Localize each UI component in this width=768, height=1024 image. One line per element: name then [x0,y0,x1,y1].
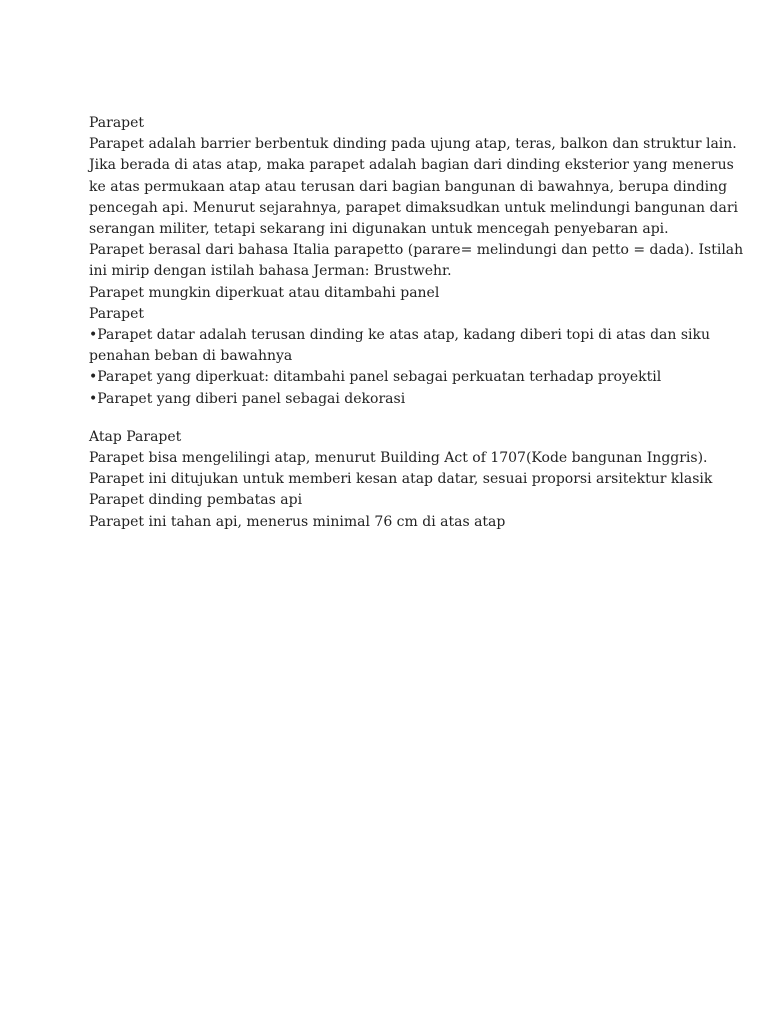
text-line: Parapet berasal dari bahasa Italia parapetto (parare= melindungi dan petto = dada). Istilah [89,242,744,259]
text-line: Parapet ini ditujukan untuk memberi kesan atap datar, sesuai proporsi arsitektur klasik [89,471,713,488]
bullet-marker: • [89,369,98,386]
section-title-atap-parapet: Atap Parapet [89,428,182,445]
text-line: ke atas permukaan atap atau terusan dari bagian bangunan di bawahnya, berupa dinding [89,178,728,195]
list-item-text: Parapet yang diperkuat: ditambahi panel sebagai perkuatan terhadap proyektil [97,369,662,386]
text-line: ini mirip dengan istilah bahasa Jerman: Brustwehr. [89,263,452,280]
list-item [89,367,689,388]
list-item [89,389,689,410]
text-line: Parapet bisa mengelilingi atap, menurut Building Act of 1707(Kode bangunan Inggris). [89,450,708,467]
list-heading: Parapet [89,305,145,322]
section-title-parapet: Parapet [89,115,145,131]
list-item [89,325,711,367]
bullet-marker: • [89,390,98,407]
bullet-list [89,325,711,410]
list-item-text: Parapet datar adalah terusan dinding ke atas atap, kadang diberi topi di atas dan siku [97,327,711,344]
text-line: Jika berada di atas atap, maka parapet adalah bagian dari dinding eksterior yang menerus [89,157,734,174]
paragraph-spacer [89,410,689,427]
paragraph-etymology [89,240,744,282]
paragraph-definition [89,134,738,240]
text-line: serangan militer, tetapi sekarang ini digunakan untuk mencegah penyebaran api. [89,221,669,238]
list-item-text-continued: penahan beban di bawahnya [89,348,293,365]
paragraph-reinforcement: Parapet mungkin diperkuat atau ditambahi panel [89,284,440,301]
bullet-marker: • [89,327,98,344]
text-line: pencegah api. Menurut sejarahnya, parapet dimaksudkan untuk melindungi bangunan dari [89,199,738,216]
text-line: Parapet adalah barrier berbentuk dinding pada ujung atap, teras, balkon dan struktur lain. [89,136,737,153]
text-line: Parapet ini tahan api, menerus minimal 76 cm di atas atap [89,513,506,530]
section-title-firewall-parapet: Parapet dinding pembatas api [89,492,303,509]
list-item-text: Parapet yang diberi panel sebagai dekorasi [97,390,406,407]
document-body [89,113,744,533]
